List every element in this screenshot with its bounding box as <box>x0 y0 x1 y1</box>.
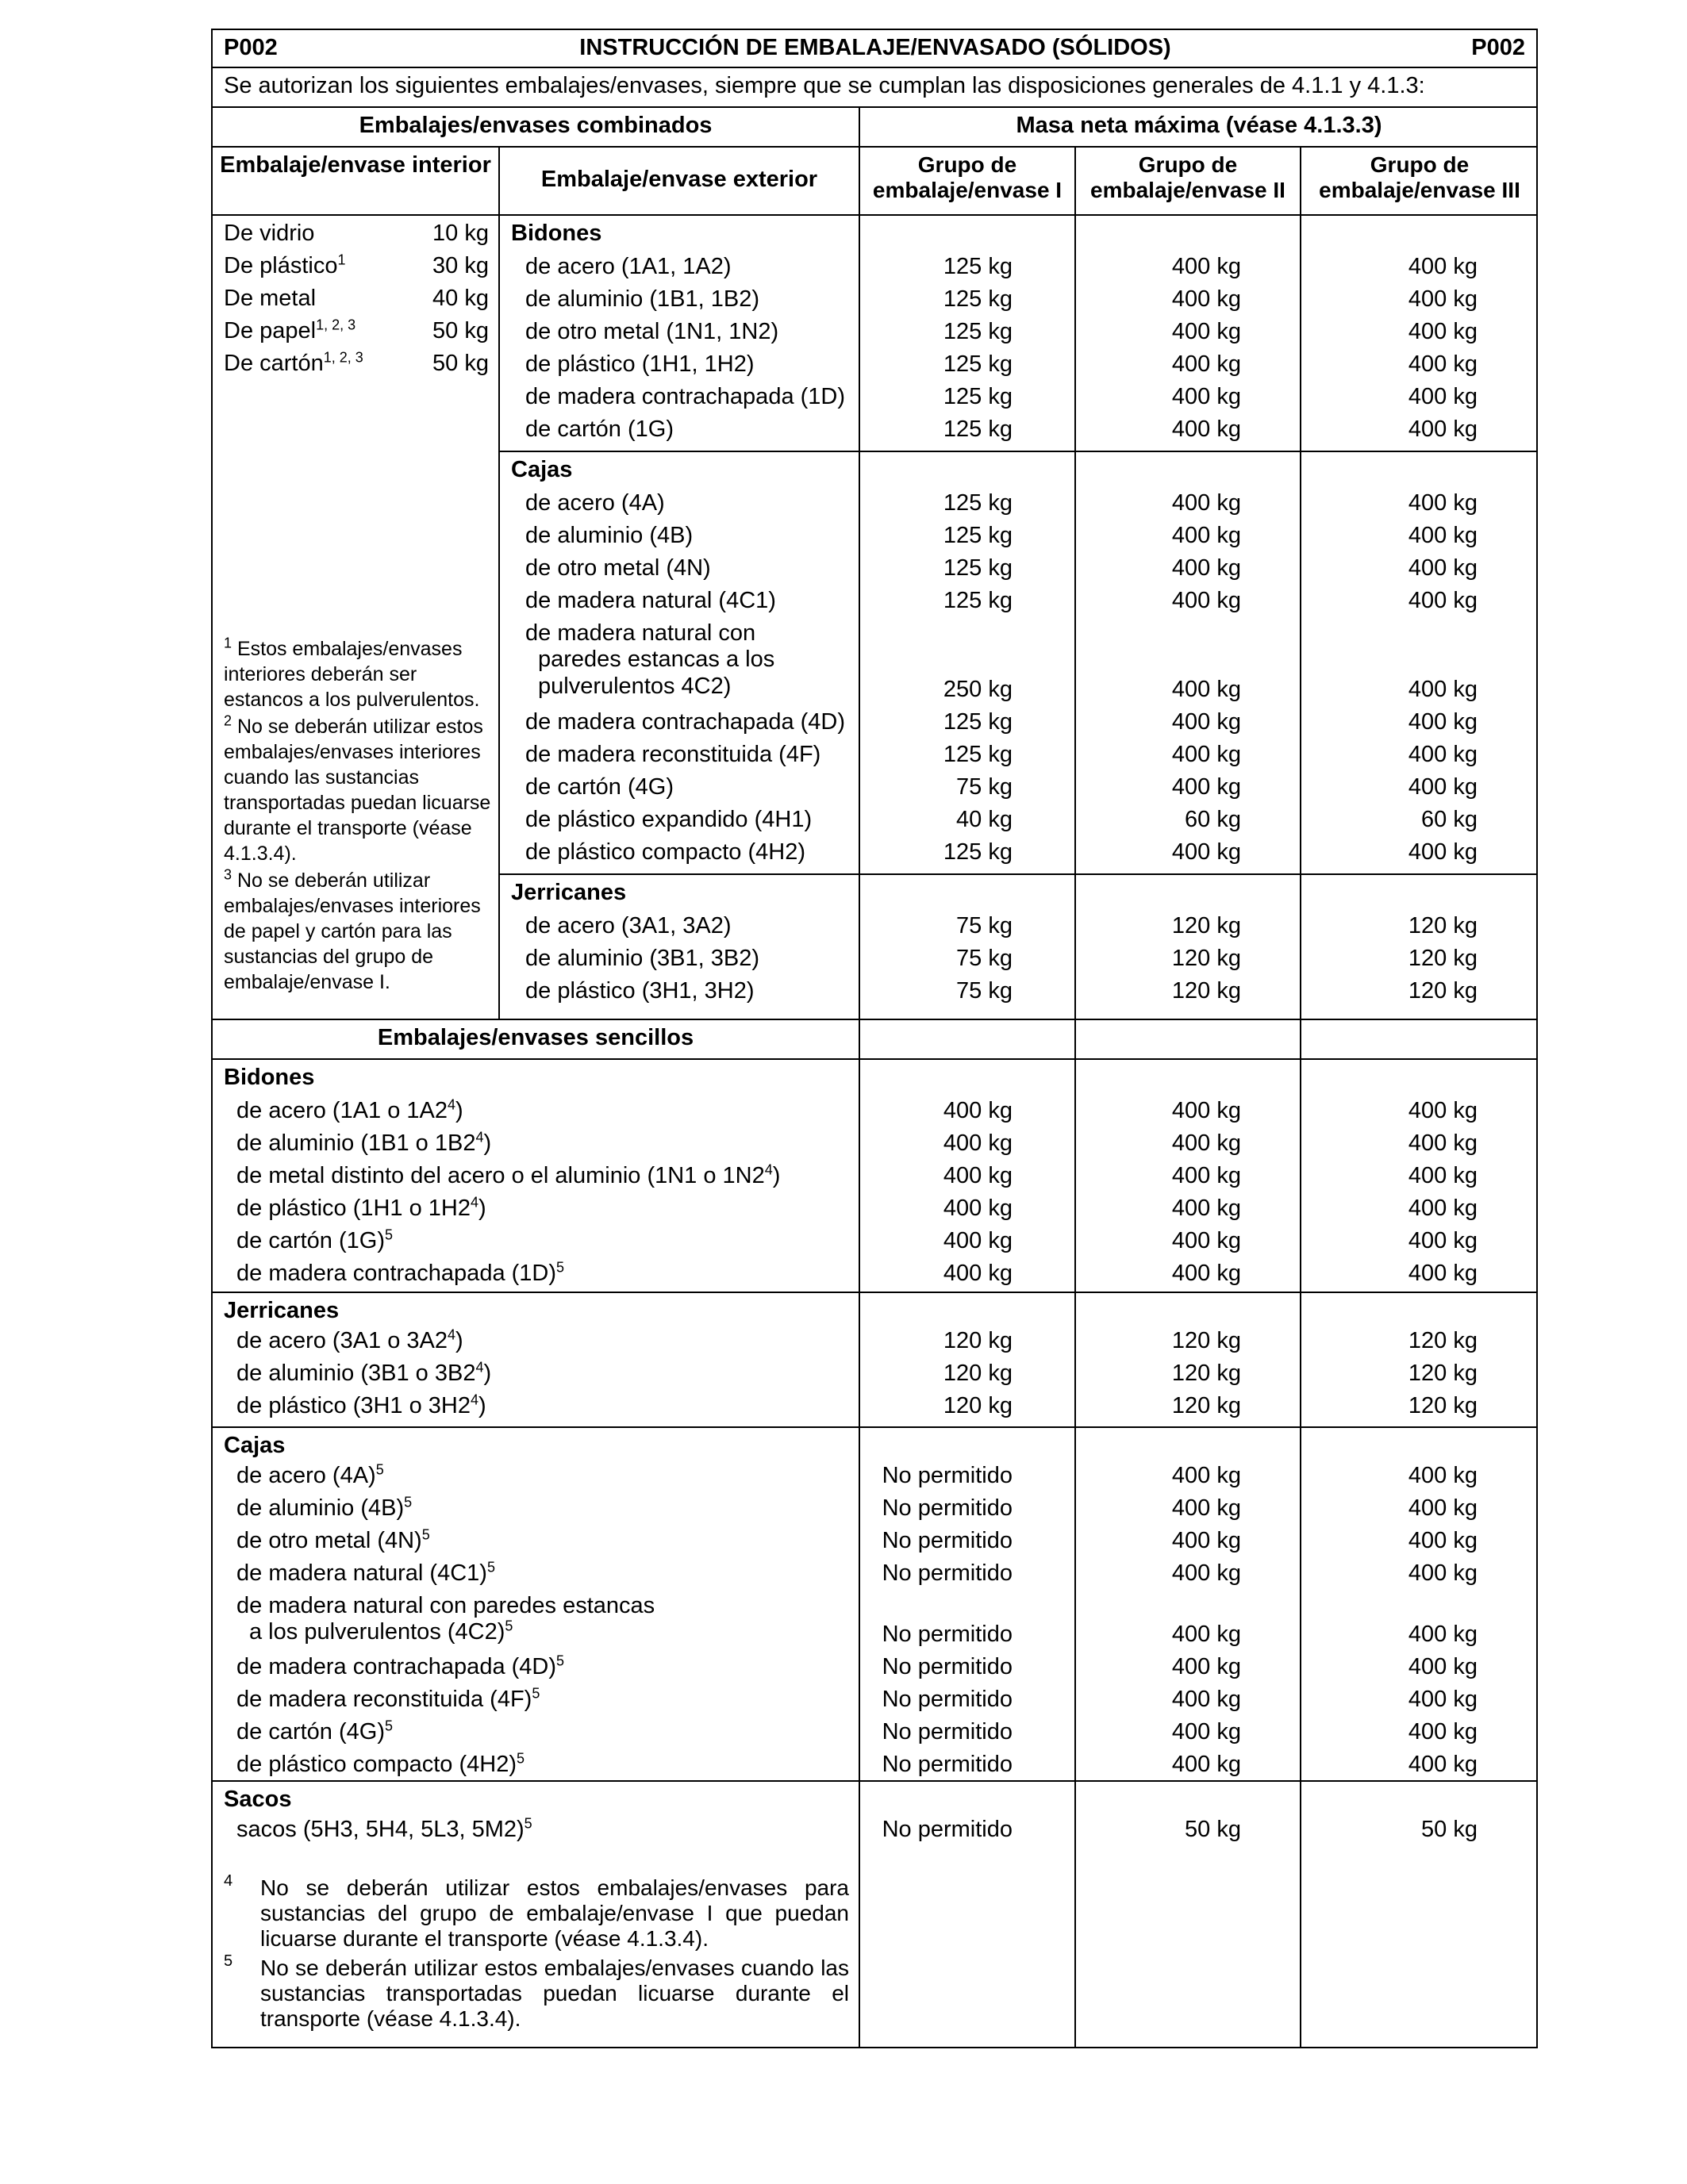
single-row-label: de madera contrachapada $(1D)^5$ <box>236 1259 565 1286</box>
value-g3: 400 kg <box>1408 351 1478 377</box>
value-g1: 400 kg <box>943 1130 1013 1156</box>
single-row-label: de aluminio $(4B)^5$ <box>236 1494 413 1521</box>
footnote-ref: 5 <box>556 1652 565 1669</box>
value-g3: 400 kg <box>1408 1163 1478 1188</box>
value-g3: 400 kg <box>1408 839 1478 865</box>
col-divider <box>498 146 500 1019</box>
single-row-label: de aluminio (3B1 o $3B2^4$) <box>236 1359 492 1386</box>
value-g2: 400 kg <box>1171 588 1241 613</box>
single-group-title: Bidones <box>224 1065 315 1090</box>
value-g1: 125 kg <box>943 839 1013 865</box>
value-g3: 400 kg <box>1408 1261 1478 1286</box>
value-g1: 400 kg <box>943 1196 1013 1221</box>
value-g2: 400 kg <box>1171 742 1241 767</box>
value-g3: 400 kg <box>1408 555 1478 581</box>
rule <box>213 1058 1536 1060</box>
outer-row-label: de madera reconstituida (4F) <box>525 742 821 767</box>
footnote-ref: 1, 2, 3 <box>316 317 356 333</box>
footnote-ref: 5 <box>384 1718 393 1734</box>
footnote-num: 3 <box>224 866 232 883</box>
value-g2: 400 kg <box>1171 1752 1241 1777</box>
outer-row-label-line: pulverulentos 4C2) <box>538 673 732 699</box>
outer-row-label-line: paredes estancas a los <box>538 647 775 673</box>
outer-group-title: Cajas <box>511 457 573 482</box>
inner-item-mass: 10 kg <box>432 221 489 246</box>
value-g1: 400 kg <box>943 1228 1013 1253</box>
inner-notes <box>224 636 497 995</box>
single-group-title: Sacos <box>224 1787 292 1812</box>
group-rule <box>213 1780 1536 1782</box>
col-outer-header: Embalaje/envase exterior <box>540 167 818 192</box>
value-g3: 400 kg <box>1408 742 1478 767</box>
inner-item-name: De cartón$^{1, 2, 3}$ <box>224 349 363 376</box>
page-title: INSTRUCCIÓN DE EMBALAJE/ENVASADO (SÓLIDOS) <box>579 35 1171 60</box>
value-g3: 120 kg <box>1408 978 1478 1004</box>
value-g1: 125 kg <box>943 742 1013 767</box>
value-g3: 120 kg <box>1408 913 1478 938</box>
single-row-label: de madera reconstituida $(4F)^5$ <box>236 1685 540 1712</box>
value-g2: 400 kg <box>1171 523 1241 548</box>
footnote-ref: 4 <box>471 1194 479 1211</box>
outer-group-title: Bidones <box>511 221 602 246</box>
value-g1: 75 kg <box>956 946 1013 971</box>
value-g2: 400 kg <box>1171 1228 1241 1253</box>
value-g3: 400 kg <box>1408 1495 1478 1521</box>
single-row-label <box>236 1593 855 1646</box>
outer-row-label: de aluminio (1B1, 1B2) <box>525 286 759 312</box>
value-g3: 400 kg <box>1408 286 1478 312</box>
value-g1: 125 kg <box>943 523 1013 548</box>
outer-row-label-line: de madera natural con <box>525 620 756 646</box>
value-g2: 400 kg <box>1171 1654 1241 1679</box>
value-g1: 75 kg <box>956 978 1013 1004</box>
outer-row-label: de plástico (3H1, 3H2) <box>525 978 755 1004</box>
value-g1: No permitido <box>882 1817 1013 1842</box>
value-g2: 400 kg <box>1171 774 1241 800</box>
intro-text: Se autorizan los siguientes embalajes/envases, siempre que se cumplan las disposiciones generales de 4.1.1 y 4.1.3: <box>224 73 1425 98</box>
footnote-ref: 5 <box>404 1494 413 1510</box>
value-g2: 120 kg <box>1171 1328 1241 1353</box>
single-notes <box>224 1872 849 2032</box>
footnote-num: 1 <box>224 635 232 651</box>
single-row-label: de acero $(4A)^5$ <box>236 1461 384 1488</box>
value-g3: 400 kg <box>1408 384 1478 409</box>
value-g1: No permitido <box>882 1495 1013 1521</box>
value-g2: 60 kg <box>1185 807 1241 832</box>
packing-instruction-table <box>211 29 1538 2048</box>
value-g1: No permitido <box>882 1654 1013 1679</box>
value-g3: 120 kg <box>1408 1328 1478 1353</box>
footnote-ref: 5 <box>375 1461 384 1478</box>
footnote-ref: 5 <box>486 1559 495 1576</box>
value-g1: 75 kg <box>956 774 1013 800</box>
single-note-text: No se deberán utilizar estos embalajes/envases para sustancias del grupo de embalaje/envase I que puedan licuarse durante el transporte (véase 4.1.3.4). <box>260 1875 849 1952</box>
outer-row-label: de cartón (1G) <box>525 416 674 442</box>
value-g2: 400 kg <box>1171 319 1241 344</box>
footnote-ref: 4 <box>471 1391 479 1408</box>
value-g3: 120 kg <box>1408 946 1478 971</box>
outer-group-title: Jerricanes <box>511 880 627 905</box>
value-g2: 400 kg <box>1171 1495 1241 1521</box>
value-g1: No permitido <box>882 1719 1013 1745</box>
value-g1: No permitido <box>882 1463 1013 1488</box>
single-row-label: de metal distinto del acero o el aluminio (1N1 o $1N2^4$) <box>236 1161 781 1188</box>
value-g1: 125 kg <box>943 709 1013 735</box>
value-g2: 400 kg <box>1171 384 1241 409</box>
value-g2: 120 kg <box>1171 1361 1241 1386</box>
rule <box>213 106 1536 108</box>
outer-row-label: de madera contrachapada (4D) <box>525 709 846 735</box>
footnote-num: 2 <box>224 712 232 729</box>
value-g1: No permitido <box>882 1622 1013 1647</box>
outer-row-label: de otro metal (4N) <box>525 555 711 581</box>
value-g2: 400 kg <box>1171 1196 1241 1221</box>
value-g3: 400 kg <box>1408 677 1478 702</box>
value-g1: 120 kg <box>943 1361 1013 1386</box>
value-g1: 125 kg <box>943 254 1013 279</box>
value-g2: 400 kg <box>1171 286 1241 312</box>
single-row-label: de plástico (3H1 o $3H2^4$) <box>236 1391 486 1418</box>
value-g1: 125 kg <box>943 588 1013 613</box>
value-g2: 400 kg <box>1171 351 1241 377</box>
value-g2: 400 kg <box>1171 709 1241 735</box>
value-g3: 400 kg <box>1408 1196 1478 1221</box>
value-g2: 120 kg <box>1171 913 1241 938</box>
value-g1: 125 kg <box>943 384 1013 409</box>
mass-heading: Masa neta máxima (véase 4.1.3.3) <box>1016 113 1382 138</box>
value-g2: 400 kg <box>1171 1719 1241 1745</box>
value-g2: 120 kg <box>1171 1393 1241 1418</box>
outer-row-label: de plástico compacto (4H2) <box>525 839 805 865</box>
inner-item-mass: 50 kg <box>432 351 489 376</box>
footnote-ref: 5 <box>524 1815 532 1832</box>
rule <box>213 214 1536 216</box>
value-g1: No permitido <box>882 1752 1013 1777</box>
single-row-label: de cartón $(1G)^5$ <box>236 1226 393 1253</box>
footnote-ref: 4 <box>475 1129 484 1146</box>
single-row-label: de acero (3A1 o $3A2^4$) <box>236 1326 463 1353</box>
outer-row-label: de acero (4A) <box>525 490 665 516</box>
value-g1: No permitido <box>882 1560 1013 1586</box>
col-g2-header: Grupo de embalaje/envase II <box>1090 152 1285 203</box>
value-g3: 120 kg <box>1408 1393 1478 1418</box>
value-g3: 400 kg <box>1408 1228 1478 1253</box>
value-g1: 40 kg <box>956 807 1013 832</box>
value-g2: 400 kg <box>1171 1163 1241 1188</box>
outer-row-label <box>525 620 859 700</box>
inner-item-mass: 30 kg <box>432 253 489 278</box>
outer-row-label: de plástico (1H1, 1H2) <box>525 351 755 377</box>
inner-item-name: De papel$^{1, 2, 3}$ <box>224 317 356 344</box>
single-row-label: de acero (1A1 o $1A2^4$) <box>236 1096 463 1123</box>
value-g3: 400 kg <box>1408 774 1478 800</box>
value-g1: 125 kg <box>943 286 1013 312</box>
single-row-label: de plástico compacto $(4H2)^5$ <box>236 1750 525 1777</box>
inner-item-name: De plástico$^1$ <box>224 251 346 278</box>
single-row-label: de aluminio (1B1 o $1B2^4$) <box>236 1129 492 1156</box>
single-group-title: Cajas <box>224 1433 286 1458</box>
value-g3: 400 kg <box>1408 709 1478 735</box>
group-rule <box>213 1426 1536 1428</box>
value-g2: 400 kg <box>1171 490 1241 516</box>
value-g3: 400 kg <box>1408 416 1478 442</box>
outer-row-label: de acero (1A1, 1A2) <box>525 254 732 279</box>
value-g3: 400 kg <box>1408 1719 1478 1745</box>
value-g2: 400 kg <box>1171 1261 1241 1286</box>
single-group-title: Jerricanes <box>224 1298 340 1323</box>
value-g3: 400 kg <box>1408 254 1478 279</box>
combined-heading: Embalajes/envases combinados <box>359 113 713 138</box>
rule <box>213 1019 1536 1020</box>
value-g1: No permitido <box>882 1687 1013 1712</box>
value-g3: 400 kg <box>1408 1098 1478 1123</box>
value-g3: 60 kg <box>1421 807 1478 832</box>
value-g1: 125 kg <box>943 319 1013 344</box>
col-g1-header: Grupo de embalaje/envase I <box>872 152 1063 203</box>
value-g2: 400 kg <box>1171 1528 1241 1553</box>
single-row-label: de madera natural $(4C1)^5$ <box>236 1559 495 1586</box>
footnote-ref: 1 <box>337 251 346 268</box>
value-g2: 400 kg <box>1171 254 1241 279</box>
value-g1: 125 kg <box>943 555 1013 581</box>
footnote-ref: 5 <box>556 1259 565 1276</box>
value-g2: 400 kg <box>1171 1687 1241 1712</box>
col-inner-header: Embalaje/envase interior <box>220 152 491 178</box>
value-g3: 400 kg <box>1408 1528 1478 1553</box>
value-g2: 400 kg <box>1171 555 1241 581</box>
footnote-ref: 5 <box>532 1685 540 1702</box>
value-g3: 400 kg <box>1408 1752 1478 1777</box>
outer-row-label: de aluminio (4B) <box>525 523 694 548</box>
inner-note: $^2$ No se deberán utilizar estos embalajes/envases interiores cuando las sustancias transportadas puedan licuarse durante el transporte (véase 4.1.3.4). <box>224 712 491 865</box>
rule <box>213 146 1536 148</box>
outer-row-label: de madera contrachapada (1D) <box>525 384 846 409</box>
code-right: P002 <box>1471 35 1525 60</box>
outer-row-label: de acero (3A1, 3A2) <box>525 913 732 938</box>
value-g2: 400 kg <box>1171 416 1241 442</box>
col-g3-header: Grupo de embalaje/envase III <box>1319 152 1520 203</box>
inner-note: $^1$ Estos embalajes/envases interiores deberán ser estancos a los pulverulentos. <box>224 635 480 711</box>
value-g3: 400 kg <box>1408 1463 1478 1488</box>
value-g1: 400 kg <box>943 1163 1013 1188</box>
value-g2: 120 kg <box>1171 946 1241 971</box>
footnote-ref: 5 <box>421 1526 430 1543</box>
value-g2: 50 kg <box>1185 1817 1241 1842</box>
footnote-ref: 1, 2, 3 <box>323 349 363 366</box>
single-row-label: de madera contrachapada $(4D)^5$ <box>236 1652 565 1679</box>
footnote-ref: 4 <box>448 1096 456 1113</box>
value-g1: 400 kg <box>943 1098 1013 1123</box>
single-row-label: de cartón $(4G)^5$ <box>236 1718 393 1745</box>
value-g1: 250 kg <box>943 677 1013 702</box>
value-g3: 400 kg <box>1408 319 1478 344</box>
single-heading: Embalajes/envases sencillos <box>377 1025 694 1050</box>
value-g3: 400 kg <box>1408 1654 1478 1679</box>
outer-row-label: de aluminio (3B1, 3B2) <box>525 946 759 971</box>
inner-item-mass: 50 kg <box>432 318 489 344</box>
value-g3: 400 kg <box>1408 1687 1478 1712</box>
value-g1: 120 kg <box>943 1328 1013 1353</box>
outer-row-label: de plástico expandido (4H1) <box>525 807 813 832</box>
inner-item-name: De metal <box>224 286 317 311</box>
value-g1: 75 kg <box>956 913 1013 938</box>
value-g1: 120 kg <box>943 1393 1013 1418</box>
value-g3: 400 kg <box>1408 1622 1478 1647</box>
value-g3: 400 kg <box>1408 1560 1478 1586</box>
single-row-label-line: de madera natural con paredes estancas <box>236 1593 655 1618</box>
value-g1: 125 kg <box>943 351 1013 377</box>
value-g2: 400 kg <box>1171 1098 1241 1123</box>
value-g2: 400 kg <box>1171 1622 1241 1647</box>
footnote-ref: 4 <box>448 1326 456 1343</box>
value-g2: 400 kg <box>1171 1560 1241 1586</box>
value-g3: 400 kg <box>1408 588 1478 613</box>
value-g1: 125 kg <box>943 416 1013 442</box>
footnote-ref: 4 <box>764 1161 773 1178</box>
single-note-text: No se deberán utilizar estos embalajes/envases cuando las sustancias transportadas puedan licuarse durante el transporte (véase 4.1.3.4). <box>260 1955 849 2031</box>
value-g2: 400 kg <box>1171 839 1241 865</box>
rule <box>213 67 1536 68</box>
value-g3: 400 kg <box>1408 1130 1478 1156</box>
inner-item-name: De vidrio <box>224 221 315 246</box>
inner-note: $^3$ No se deberán utilizar embalajes/envases interiores de papel y cartón para las sustancias del grupo de embalaje/envase I. <box>224 866 481 993</box>
value-g1: 400 kg <box>943 1261 1013 1286</box>
value-g1: No permitido <box>882 1528 1013 1553</box>
footnote-ref: 4 <box>475 1359 484 1376</box>
footnote-ref: 5 <box>505 1618 513 1634</box>
footnote-num: 5 <box>224 1952 233 1970</box>
value-g3: 400 kg <box>1408 490 1478 516</box>
outer-row-label: de otro metal (1N1, 1N2) <box>525 319 779 344</box>
single-note <box>224 1872 849 1952</box>
footnote-ref: 5 <box>384 1226 393 1243</box>
value-g3: 120 kg <box>1408 1361 1478 1386</box>
single-row-label-line: a los pulverulentos $(4C2)^5$ <box>249 1618 513 1645</box>
group-rule <box>498 451 1536 452</box>
outer-row-label: de madera natural (4C1) <box>525 588 776 613</box>
group-rule <box>498 873 1536 875</box>
value-g3: 50 kg <box>1421 1817 1478 1842</box>
single-row-label: de otro metal $(4N)^5$ <box>236 1526 430 1553</box>
outer-row-label: de cartón (4G) <box>525 774 674 800</box>
inner-item-mass: 40 kg <box>432 286 489 311</box>
value-g1: 125 kg <box>943 490 1013 516</box>
value-g2: 400 kg <box>1171 1463 1241 1488</box>
single-row-label: sacos (5H3, 5H4, 5L3, 5M2)$^5$ <box>236 1815 532 1842</box>
group-rule <box>213 1292 1536 1293</box>
single-row-label: de plástico (1H1 o $1H2^4$) <box>236 1194 486 1221</box>
single-note <box>224 1952 849 2032</box>
code-left: P002 <box>224 35 278 60</box>
footnote-ref: 5 <box>517 1750 525 1767</box>
value-g3: 400 kg <box>1408 523 1478 548</box>
value-g2: 400 kg <box>1171 1130 1241 1156</box>
value-g2: 120 kg <box>1171 978 1241 1004</box>
footnote-num: 4 <box>224 1872 233 1890</box>
value-g2: 400 kg <box>1171 677 1241 702</box>
